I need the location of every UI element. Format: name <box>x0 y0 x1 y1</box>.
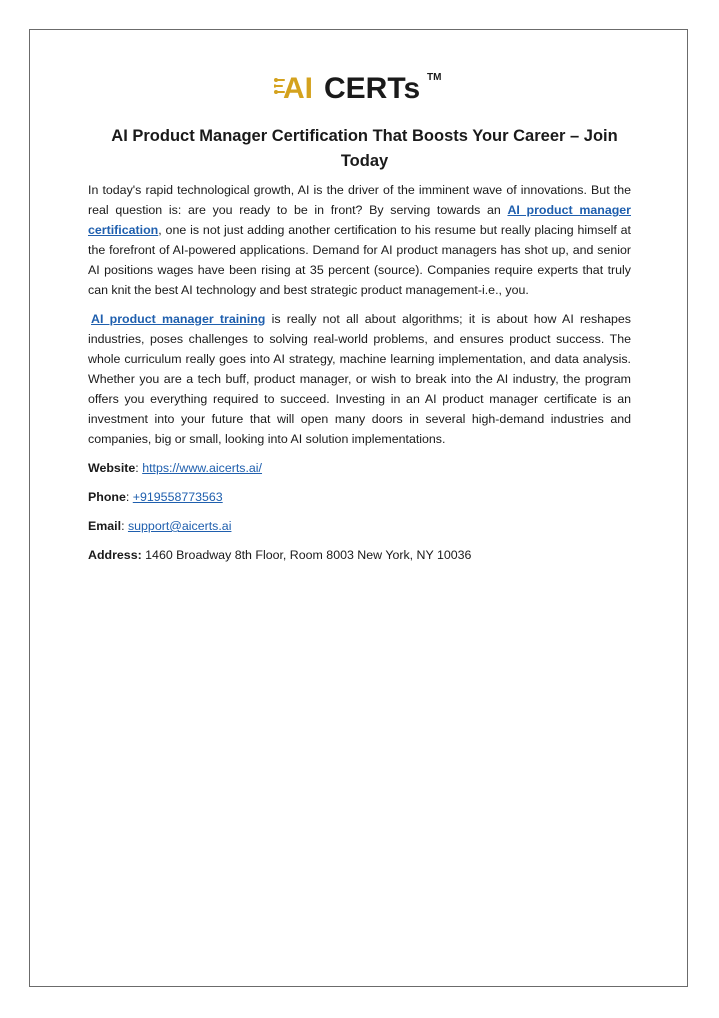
aicerts-logo <box>30 68 687 104</box>
address-label: Address: <box>88 548 142 562</box>
phone-label: Phone <box>88 490 126 504</box>
address-line <box>88 545 631 565</box>
website-label: Website <box>88 461 136 475</box>
logo-ai-text: AI <box>282 72 313 104</box>
address-value: 1460 Broadway 8th Floor, Room 8003 New York, NY 10036 <box>141 548 472 562</box>
aicerts-logo-mark <box>274 68 444 104</box>
training-paragraph <box>88 309 631 449</box>
phone-separator: : <box>125 490 133 504</box>
website-line <box>88 458 631 478</box>
email-label: Email <box>88 519 122 533</box>
page-title: AI Product Manager Certification That Boosts Your Career – Join Today <box>111 127 618 170</box>
ai-product-manager-training-link[interactable]: AI product manager training <box>91 312 266 326</box>
document-body <box>88 180 631 574</box>
training-text: is really not all about algorithms; it is about how AI reshapes industries, poses challenges to solving real-world problems, and ensures product success. The whole curriculum really goes into AI strategy, machine learning implementation, and data analysis. Whether you are a tech buff, product manager, or wish to break into the AI industry, the program offers you everything required to succeed. Investing in an AI product manager certificate is an investment into your future that will open many doors in several high-demand industries and companies, big or small, looking into AI solution implementations. <box>88 312 631 446</box>
website-link[interactable]: https://www.aicerts.ai/ <box>142 461 263 475</box>
ai-product-manager-certification-link[interactable]: AI product manager certification <box>88 203 631 237</box>
email-link[interactable]: support@aicerts.ai <box>127 519 232 533</box>
document-page <box>29 29 688 987</box>
phone-line <box>88 487 631 507</box>
intro-text-start: In today's rapid technological growth, AI is the driver of the imminent wave of innovations. But the real question is: are you ready to be in front? By serving towards an <box>88 183 631 217</box>
intro-text-end: , one is not just adding another certification to his resume but really placing himself at the forefront of AI-powered applications. Demand for AI product managers has shot up, and senior AI positions wages have been rising at 35 percent (source). Companies require experts that truly can knit the best AI technology and best strategic product management-i.e., you. <box>88 223 631 297</box>
email-line <box>88 516 631 536</box>
phone-link[interactable]: +919558773563 <box>132 490 223 504</box>
logo-certs-text: CERTs <box>323 72 420 104</box>
intro-paragraph <box>88 180 631 300</box>
website-separator: : <box>135 461 143 475</box>
email-separator: : <box>121 519 128 533</box>
logo-trademark: TM <box>426 72 441 83</box>
